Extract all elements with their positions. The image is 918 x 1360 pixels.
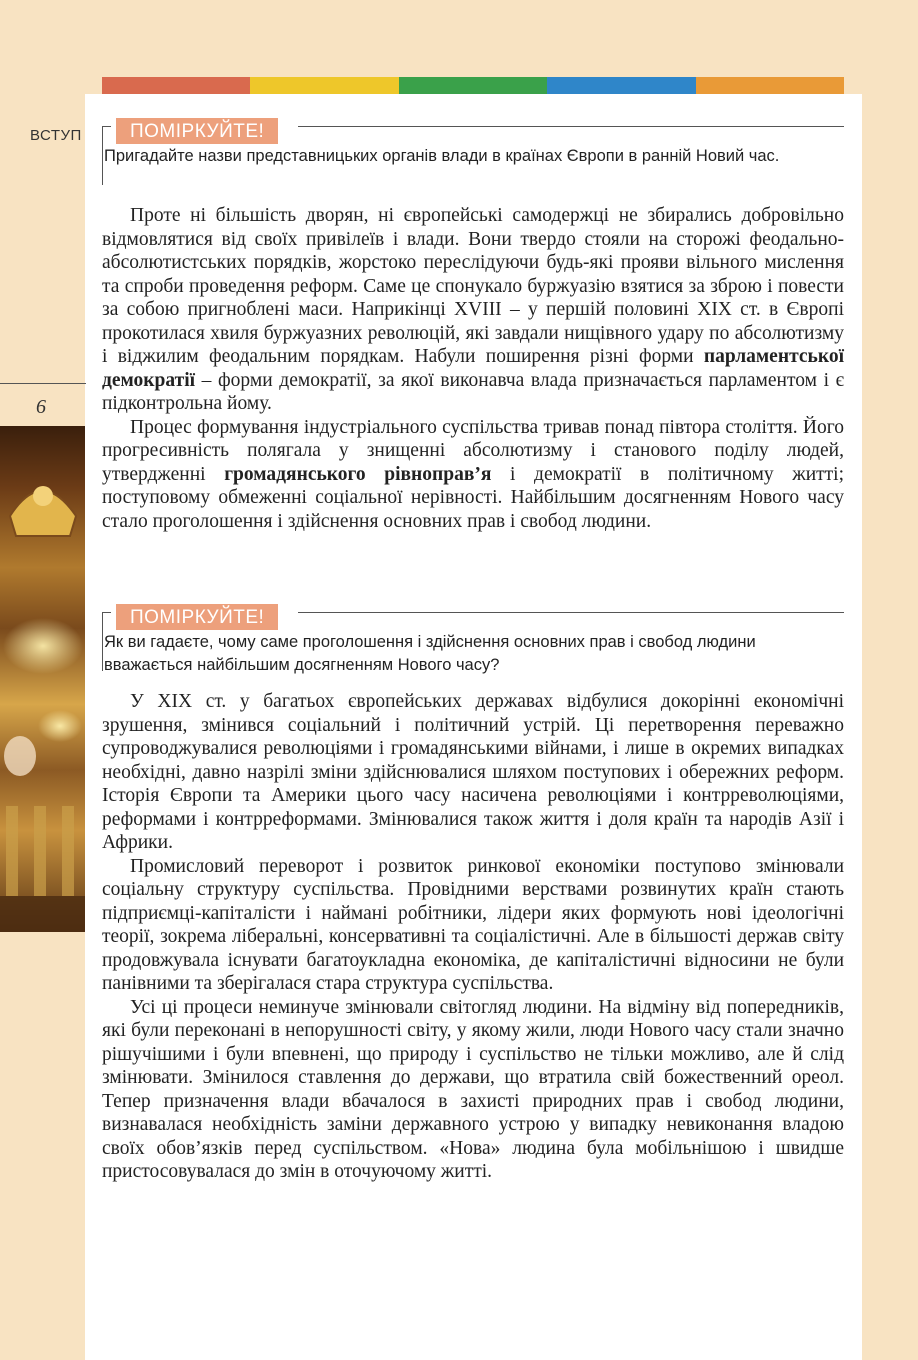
paragraph: Усі ці процеси неминуче змінювали світогляд людини. На відміну від попередників, які були переконані в непорушності світу, у якому жили, люди Нового часу стали значно рішучішими і були впевнені, що природу і суспільство не тільки можливо, але й слід змінювати. Змінилося ставлення до держави, що втратила свій божественний ореол. Тепер призначення влади вбачалося в захисті природних прав і свобод людини, визнавалася необхідність заміни державного устрою у випадку невиконання владою своїх обов’язків перед суспільством. «Нова» людина була мобільнішою і швидше пристосовувалася до змін в оточуючому житті. (102, 996, 844, 1182)
body-block-2 (102, 690, 844, 1184)
paragraph: Промисловий переворот і розвиток ринкової економіки поступово змінювали соціальну структуру суспільства. Провідними верствами розвинутих країн стають підприємці-капіталісти і наймані робітники, лідери яких формують нові ідеологічні теорії, зокрема ліберальні, консервативні та соціалістичні. Але в більшості держав світу продовжувала існувати багатоукладна економіка, де капіталістичні відносини не були панівними та зберігалася стара структура суспільства. (102, 855, 844, 994)
body-block-1 (102, 204, 844, 533)
color-bar-green (399, 77, 547, 94)
paragraph (102, 416, 844, 534)
section-label: ВСТУП (30, 127, 82, 144)
paragraph: У XIX ст. у багатьох європейських державах відбулися докорінні економічні зрушення, змінився соціальний і політичний устрій. Ці перетворення переважно супроводжувалися революціями і громадянськими війнами, і лише в окремих випадках необхідні, давно назрілі зміни здійснювалися шляхом поступових і обережних реформ. Історія Європи та Америки цього часу насичена революціями і контрреволюціями, реформами і контрреформами. Змінювалися також життя і доля країн та народів Азії і Африки. (102, 691, 844, 853)
color-bar (102, 77, 844, 94)
side-illustration (0, 426, 85, 932)
think-question: Як ви гадаєте, чому саме проголошення і здійснення основних прав і свобод людини вважається найбільшим досягненням Нового часу? (104, 633, 756, 674)
think-badge: ПОМІРКУЙТЕ! (116, 118, 278, 144)
think-box-rule (298, 612, 844, 613)
paragraph-text: – форми демократії, за якої виконавча влада призначається парламентом і є підконтрольна йому. (102, 369, 844, 414)
paragraph (102, 204, 844, 416)
color-bar-blue (547, 77, 695, 94)
paragraph-text: Процес формування індустріального суспільства тривав понад півтора століття. Його прогресивність полягала у знищенні абсолютизму і станового поділу людей, утвердженні (102, 416, 844, 485)
color-bar-orange (696, 77, 844, 94)
paragraph-text: і демократії в політичному житті; поступовому обмеженні соціальної нерівності. Найбільшим досягненням Нового часу стало проголошення і здійснення основних прав і свобод людини. (102, 463, 845, 532)
think-question: Пригадайте назви представницьких органів влади в країнах Європи в ранній Новий час. (104, 147, 780, 165)
paragraph-text: Проте ні більшість дворян, ні європейські самодержці не збирались добровільно відмовлятися від своїх привілеїв і влади. Вони твердо стояли на сторожі феодально-абсолютистських порядків, жорстоко переслідуючи будь-які прояви вільного мислення та спроби проведення реформ. Саме це спонукало буржуазію взятися за зброю і повести за собою пригноблені маси. Наприкінці XVIII – у першій половині XIX ст. в Європі прокотилася хвиля буржуазних революцій, які завдали нищівного удару по абсолютизму і віджилим феодальним порядкам. Набули поширення різні форми (102, 205, 844, 367)
color-bar-red (102, 77, 250, 94)
color-bar-yellow (250, 77, 398, 94)
think-box-rule (298, 126, 844, 127)
term-civic-equality: громадянського рівноправ’я (224, 463, 492, 485)
think-badge: ПОМІРКУЙТЕ! (116, 604, 278, 630)
page-number: 6 (36, 396, 46, 418)
page-number-rule (0, 383, 86, 384)
term-parliamentary-democracy: парламентської демократії (102, 346, 844, 391)
